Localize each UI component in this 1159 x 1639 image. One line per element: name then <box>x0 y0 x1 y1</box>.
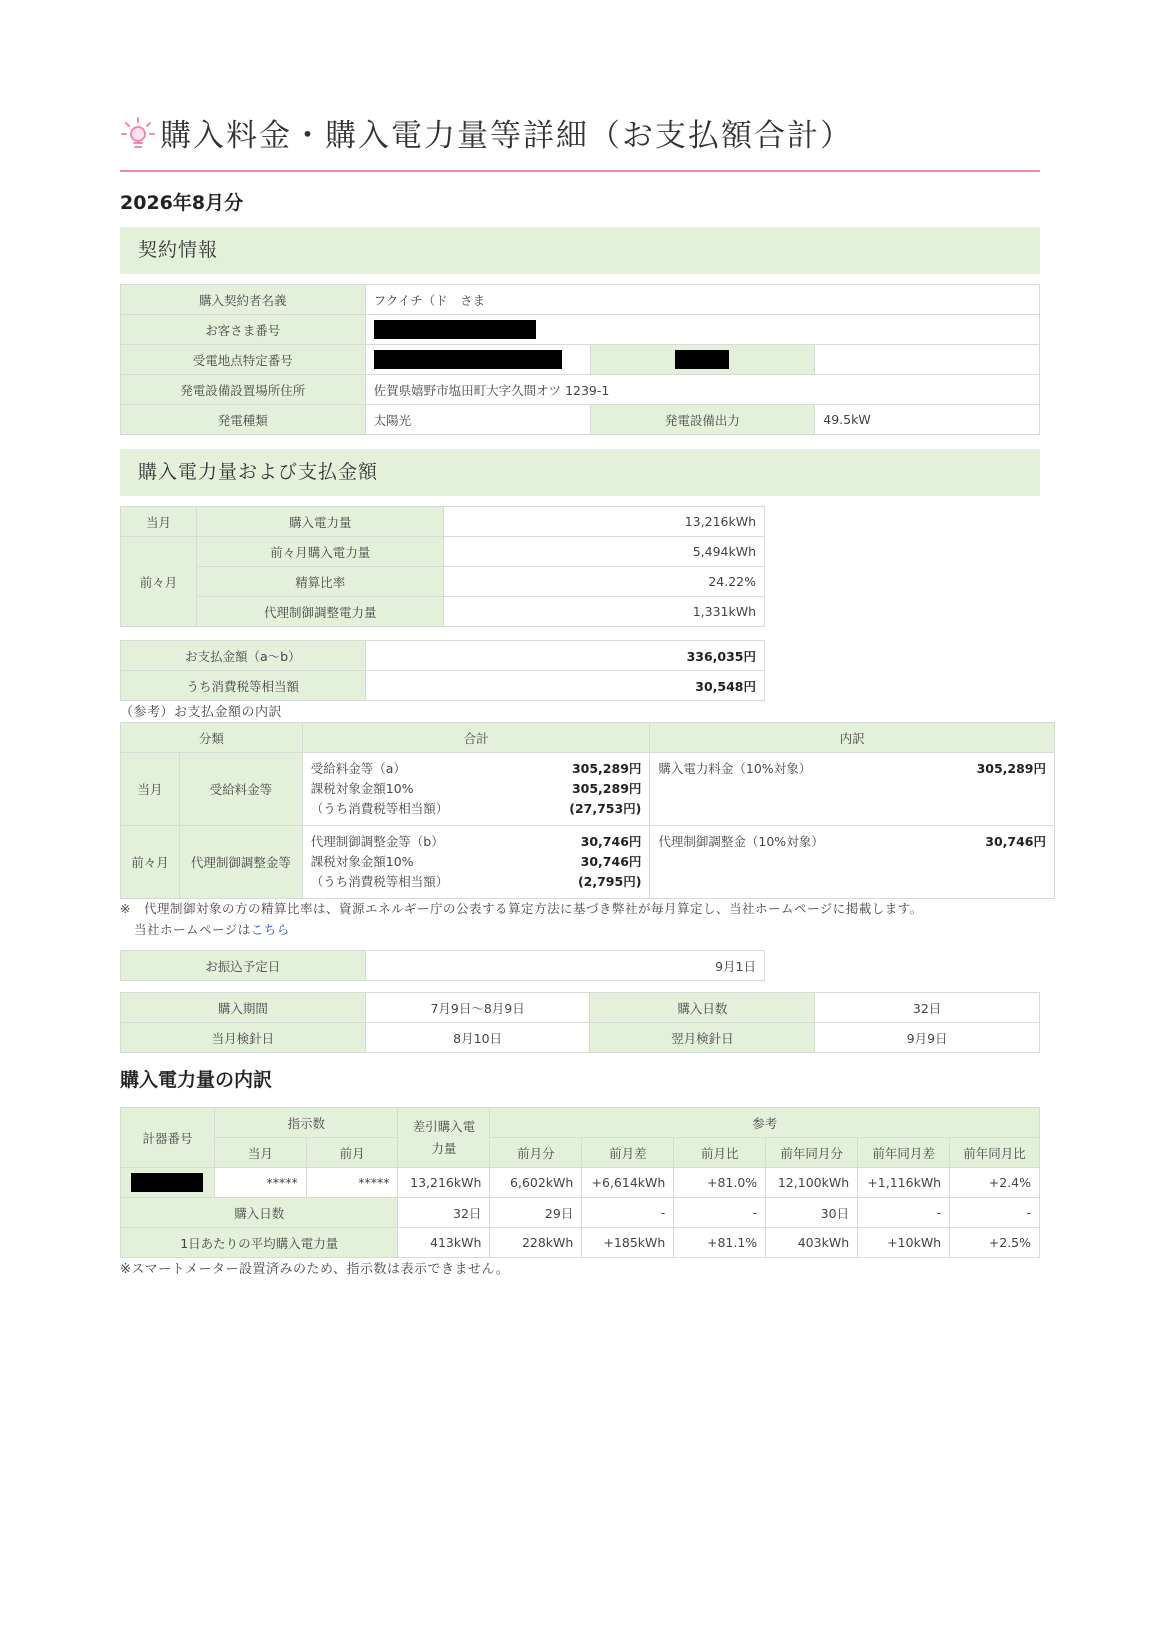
indicator-current-value: ***** <box>214 1168 306 1198</box>
next-reading-date-value: 9月9日 <box>815 1023 1040 1053</box>
line-label: 課税対象金額10% <box>310 854 414 869</box>
detail-label: 購入電力料金（10%対象） <box>658 761 812 776</box>
line-value: 30,746円 <box>580 834 642 849</box>
line-value: 30,746円 <box>580 854 642 869</box>
detail-section-title: 購入電力量の内訳 <box>120 1069 273 1091</box>
indicator-previous-header: 前月 <box>306 1138 398 1168</box>
ref-value: - <box>674 1198 766 1228</box>
breakdown-caption: （参考）お支払金額の内訳 <box>120 705 283 720</box>
payment-amount-label: お支払金額（a〜b） <box>121 641 366 671</box>
redaction-block <box>374 350 562 369</box>
transfer-date-label: お振込予定日 <box>121 951 366 981</box>
tax-amount-label: うち消費税等相当額 <box>121 671 366 701</box>
line-label: （うち消費税等相当額） <box>310 801 449 816</box>
generation-output-label: 発電設備出力 <box>590 405 815 435</box>
purchase-period-label: 購入期間 <box>121 993 366 1023</box>
prev-prev-volume-label: 前々月購入電力量 <box>196 537 444 567</box>
customer-no-label: お客さま番号 <box>121 315 366 345</box>
ref-value: 29日 <box>490 1198 582 1228</box>
homepage-note-text: 当社ホームページは <box>134 922 251 937</box>
detail-value: 305,289円 <box>976 761 1046 776</box>
ref-col-header: 前年同月分 <box>766 1138 858 1168</box>
detail-table <box>120 1107 1040 1258</box>
days-row-label: 購入日数 <box>121 1198 398 1228</box>
indicator-header: 指示数 <box>214 1108 397 1138</box>
breakdown-row1-period: 当月 <box>121 753 180 826</box>
line-value: 305,289円 <box>571 761 642 776</box>
point-id-value <box>365 345 590 375</box>
ref-value: +2.5% <box>950 1228 1040 1258</box>
title-underline <box>120 170 1040 172</box>
days-row-diff: 32日 <box>398 1198 490 1228</box>
purchase-volume-table <box>120 506 765 627</box>
reference-header: 参考 <box>490 1108 1040 1138</box>
period-table <box>120 992 1040 1053</box>
line-value: (27,753円) <box>569 801 642 816</box>
indicator-previous-value: ***** <box>306 1168 398 1198</box>
ref-col-header: 前年同月比 <box>950 1138 1040 1168</box>
line-value: 305,289円 <box>571 781 642 796</box>
breakdown-row1-total <box>302 753 650 826</box>
breakdown-row1-detail <box>650 753 1055 826</box>
breakdown-table <box>120 722 1055 899</box>
ref-value: +6,614kWh <box>582 1168 674 1198</box>
generation-type-value: 太陽光 <box>365 405 590 435</box>
point-id-label: 受電地点特定番号 <box>121 345 366 375</box>
contract-table <box>120 284 1040 435</box>
point-id-extra-label <box>590 345 815 375</box>
diff-volume-header: 差引購入電力量 <box>398 1108 490 1168</box>
purchase-period-value: 7月9日〜8月9日 <box>365 993 590 1023</box>
purchase-section-header: 購入電力量および支払金額 <box>120 449 1040 496</box>
reading-date-label: 当月検針日 <box>121 1023 366 1053</box>
breakdown-row2-total <box>302 826 650 899</box>
tax-amount-value: 30,548円 <box>365 671 764 701</box>
meter-no-value <box>121 1168 215 1198</box>
settlement-ratio-label: 精算比率 <box>196 567 444 597</box>
prev-prev-volume-value: 5,494kWh <box>444 537 765 567</box>
indicator-current-header: 当月 <box>214 1138 306 1168</box>
transfer-table <box>120 950 765 981</box>
ref-col-header: 前月分 <box>490 1138 582 1168</box>
breakdown-category-header: 分類 <box>121 723 303 753</box>
ref-value: +185kWh <box>582 1228 674 1258</box>
proxy-control-volume-value: 1,331kWh <box>444 597 765 627</box>
ref-col-header: 前年同月差 <box>858 1138 950 1168</box>
ref-value: +2.4% <box>950 1168 1040 1198</box>
breakdown-row2-detail <box>650 826 1055 899</box>
generation-type-label: 発電種類 <box>121 405 366 435</box>
address-value: 佐賀県嬉野市塩田町大字久間オツ 1239-1 <box>365 375 1039 405</box>
breakdown-total-header: 合計 <box>302 723 650 753</box>
address-label: 発電設備設置場所住所 <box>121 375 366 405</box>
payment-table <box>120 640 765 701</box>
reading-date-value: 8月10日 <box>365 1023 590 1053</box>
ref-value: +10kWh <box>858 1228 950 1258</box>
line-value: (2,795円) <box>577 874 642 889</box>
lightbulb-icon <box>120 115 156 151</box>
ref-value: +1,116kWh <box>858 1168 950 1198</box>
contract-section-header: 契約情報 <box>120 227 1040 274</box>
table-row <box>121 1228 1040 1258</box>
ref-value: 30日 <box>766 1198 858 1228</box>
ref-value: - <box>582 1198 674 1228</box>
meter-no-header: 計器番号 <box>121 1108 215 1168</box>
purchase-days-label: 購入日数 <box>590 993 815 1023</box>
ref-value: +81.0% <box>674 1168 766 1198</box>
purchase-volume-label: 購入電力量 <box>196 507 444 537</box>
ref-col-header: 前月比 <box>674 1138 766 1168</box>
breakdown-row2-category: 代理制御調整金等 <box>179 826 302 899</box>
smart-meter-footnote: ※スマートメーター設置済みのため、指示数は表示できません。 <box>120 1262 510 1277</box>
ref-value: - <box>950 1198 1040 1228</box>
table-row <box>121 1198 1040 1228</box>
point-id-extra-value <box>815 345 1040 375</box>
ref-value: 403kWh <box>766 1228 858 1258</box>
breakdown-detail-header: 内訳 <box>650 723 1055 753</box>
line-label: 代理制御調整金等（b） <box>310 834 444 849</box>
line-label: 受給料金等（a） <box>310 761 406 776</box>
diff-volume-value: 13,216kWh <box>398 1168 490 1198</box>
homepage-link[interactable]: こちら <box>250 922 290 937</box>
ref-value: +81.1% <box>674 1228 766 1258</box>
homepage-note <box>134 920 290 938</box>
breakdown-row2-period: 前々月 <box>121 826 180 899</box>
page-header <box>120 110 853 155</box>
ref-value: 12,100kWh <box>766 1168 858 1198</box>
purchase-volume-value: 13,216kWh <box>444 507 765 537</box>
payment-amount-value: 336,035円 <box>365 641 764 671</box>
contract-name-value: フクイチ（ド さま <box>365 285 1039 315</box>
settlement-ratio-value: 24.22% <box>444 567 765 597</box>
ref-value: - <box>858 1198 950 1228</box>
transfer-date-value: 9月1日 <box>365 951 764 981</box>
ref-col-header: 前月差 <box>582 1138 674 1168</box>
line-label: 課税対象金額10% <box>310 781 414 796</box>
redaction-block <box>675 350 729 369</box>
line-label: （うち消費税等相当額） <box>310 874 449 889</box>
proxy-control-note: ※ 代理制御対象の方の精算比率は、資源エネルギー庁の公表する算定方法に基づき弊社が毎月算定し、当社ホームページに掲載します。 <box>120 901 923 916</box>
purchase-days-value: 32日 <box>815 993 1040 1023</box>
contract-name-label: 購入契約者名義 <box>121 285 366 315</box>
detail-value: 30,746円 <box>985 834 1046 849</box>
billing-month: 2026年8月分 <box>120 192 244 214</box>
avg-row-label: 1日あたりの平均購入電力量 <box>121 1228 398 1258</box>
current-month-label: 当月 <box>121 507 197 537</box>
generation-output-value: 49.5kW <box>815 405 1040 435</box>
prev-prev-month-label: 前々月 <box>121 537 197 627</box>
ref-value: 228kWh <box>490 1228 582 1258</box>
proxy-control-volume-label: 代理制御調整電力量 <box>196 597 444 627</box>
avg-row-diff: 413kWh <box>398 1228 490 1258</box>
redaction-block <box>374 320 536 339</box>
redaction-block <box>131 1173 203 1192</box>
customer-no-value <box>365 315 1039 345</box>
page-title: 購入料金・購入電力量等詳細（お支払額合計） <box>160 118 853 154</box>
table-row <box>121 1168 1040 1198</box>
breakdown-row1-category: 受給料金等 <box>179 753 302 826</box>
detail-label: 代理制御調整金（10%対象） <box>658 834 824 849</box>
ref-value: 6,602kWh <box>490 1168 582 1198</box>
next-reading-date-label: 翌月検針日 <box>590 1023 815 1053</box>
